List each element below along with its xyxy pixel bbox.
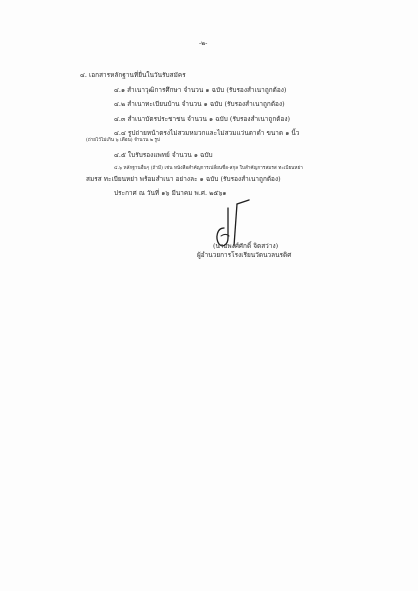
signer-position: ผู้อำนวยการโรงเรียนวัดนวลนรดิศ [197,251,292,259]
document-item: ๔.๕ ใบรับรองแพทย์ จำนวน ๑ ฉบับ [114,151,213,159]
document-item: ๔.๑ สำเนาวุฒิการศึกษา จำนวน ๑ ฉบับ (รับรองสำเนาถูกต้อง) [114,86,287,94]
announcement-date: ประกาศ ณ วันที่ ๑๖ มีนาคม พ.ศ. ๒๕๖๑ [114,189,227,197]
document-item: ๔.๒ สำเนาทะเบียนบ้าน จำนวน ๑ ฉบับ (รับรองสำเนาถูกต้อง) [114,100,285,108]
page-number: -๒- [199,40,208,47]
document-item: ๔.๖ หลักฐานอื่นๆ (ถ้ามี) เช่น หนังสือสำคัญการเปลี่ยนชื่อ-สกุล ใบสำคัญการสมรส ทะเบียนหย่า [114,166,303,171]
document-item: ๔.๓ สำเนาบัตรประชาชน จำนวน ๑ ฉบับ (รับรองสำเนาถูกต้อง) [114,115,291,123]
document-item-continuation: สมรส ทะเบียนหย่า พร้อมสำเนา อย่างละ ๑ ฉบับ (รับรองสำเนาถูกต้อง) [86,175,281,183]
document-item: ๔.๔ รูปถ่ายหน้าตรงไม่สวมหมวกและไม่สวมแว่นตาดำ ขนาด ๑ นิ้ว [114,129,300,137]
signer-name: (นายพงศ์ศักดิ์ จิตสว่าง) [213,242,279,250]
section-heading: ๔. เอกสารหลักฐานที่ยื่นในวันรับสมัคร [80,71,186,79]
document-item-continuation: (ถ่ายไว้ไม่เกิน ๖ เดือน) จำนวน ๒ รูป [86,138,161,143]
